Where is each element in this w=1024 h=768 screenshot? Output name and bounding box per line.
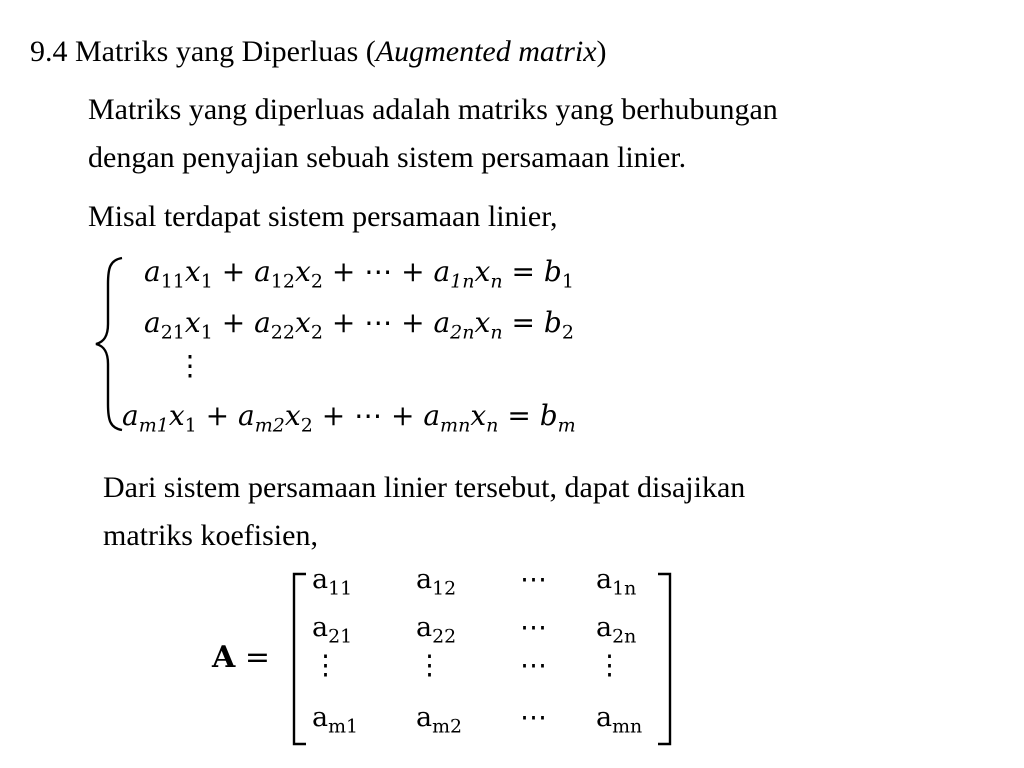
matrix-cell-1-3: ⋯ bbox=[520, 564, 547, 595]
title-suffix: ) bbox=[596, 35, 607, 68]
matrix-cell-2-1: $a_{21}$ bbox=[312, 612, 353, 648]
paragraph-3 bbox=[103, 464, 745, 560]
matrix-cell-4-4: $a_{mn}$ bbox=[596, 702, 643, 738]
matrix-cell-3-4: ⋮ bbox=[596, 650, 623, 681]
matrix-cell-1-1: $a_{11}$ bbox=[312, 564, 353, 600]
matrix-cell-4-3: ⋯ bbox=[520, 702, 547, 733]
left-brace-icon bbox=[92, 254, 126, 434]
matrix-cell-4-1: $a_{m1}$ bbox=[312, 702, 359, 738]
matrix-cell-2-3: ⋯ bbox=[520, 612, 547, 643]
matrix-cell-2-4: $a_{2n}$ bbox=[596, 612, 637, 648]
matrix-cell-1-4: $a_{1n}$ bbox=[596, 564, 637, 600]
matrix-cell-1-2: $a_{12}$ bbox=[416, 564, 457, 600]
equation-row-1: $a_{11}x_1 + a_{12}x_2$ + ⋯ + $a_{1n}x_n = b_1$ bbox=[144, 255, 574, 293]
matrix-cell-3-3: ⋯ bbox=[520, 650, 547, 681]
matrix-cell-3-1: ⋮ bbox=[312, 650, 339, 681]
vertical-dots: ⋮ bbox=[176, 349, 204, 382]
matrix-cell-4-2: $a_{m2}$ bbox=[416, 702, 463, 738]
paragraph-3-line-2: matriks koefisien, bbox=[103, 519, 318, 552]
title-italic: Augmented matrix bbox=[375, 35, 597, 68]
equation-row-2: $a_{21}x_1 + a_{22}x_2$ + ⋯ + $a_{2n}x_n = b_2$ bbox=[144, 306, 574, 344]
equation-row-m: $a_{m1}x_1 + a_{m2}x_2$ + ⋯ + $a_{mn}x_n = b_m$ bbox=[122, 399, 576, 437]
right-bracket-icon bbox=[656, 572, 674, 748]
matrix-label bbox=[212, 640, 270, 675]
paragraph-1 bbox=[88, 86, 778, 182]
left-bracket-icon bbox=[290, 572, 308, 748]
matrix-equals: = bbox=[244, 640, 270, 675]
title-prefix: 9.4 Matriks yang Diperluas ( bbox=[30, 35, 376, 68]
paragraph-1-line-1: Matriks yang diperluas adalah matriks yang berhubungan bbox=[88, 93, 778, 126]
matrix-name: A bbox=[212, 640, 236, 675]
paragraph-1-line-2: dengan penyajian sebuah sistem persamaan linier. bbox=[88, 141, 687, 174]
paragraph-3-line-1: Dari sistem persamaan linier tersebut, dapat disajikan bbox=[103, 471, 746, 504]
paragraph-2: Misal terdapat sistem persamaan linier, bbox=[88, 200, 558, 233]
section-title bbox=[30, 32, 607, 72]
matrix-cell-2-2: $a_{22}$ bbox=[416, 612, 457, 648]
matrix-cell-3-2: ⋮ bbox=[416, 650, 443, 681]
